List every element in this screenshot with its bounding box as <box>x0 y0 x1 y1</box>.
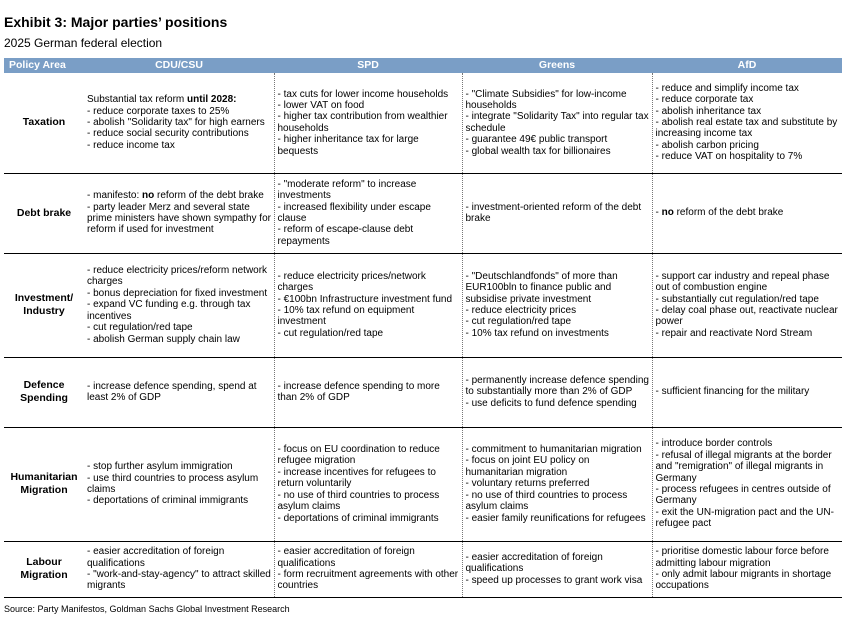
cell-line: - expand VC funding e.g. through tax incentives <box>87 299 251 322</box>
cell-line: - abolish "Solidarity tax" for high earners <box>87 117 265 129</box>
cell-cdu-csu <box>84 173 274 253</box>
cell-afd <box>652 357 842 427</box>
cell-line: - permanently increase defence spending to substantially more than 2% of GDP <box>465 374 649 398</box>
cell-line: - prioritise domestic labour force before admitting labour migration <box>655 546 829 569</box>
header-spd: SPD <box>274 58 462 73</box>
cell-afd <box>652 541 842 597</box>
cell-line: - use deficits to fund defence spending <box>465 397 637 409</box>
cell-line: - higher inheritance tax for large bequests <box>277 134 419 157</box>
cell-line: - cut regulation/red tape <box>277 327 384 339</box>
header-policy-area: Policy Area <box>4 58 84 73</box>
cell-line: - "Climate Subsidies" for low-income households <box>465 88 627 111</box>
cell-line: - guarantee 49€ public transport <box>465 134 608 146</box>
cell-line: - increase defence spending to more than 2% of GDP <box>277 380 440 403</box>
cell-line: - reduce electricity prices/reform network charges <box>87 265 268 288</box>
cell-greens <box>462 73 652 173</box>
cell-line: - form recruitment agreements with other countries <box>277 569 459 592</box>
cell-greens <box>462 173 652 253</box>
cell-line: - process refugees in centres outside of Germany <box>655 484 831 507</box>
policy-area-label: Investment/ Industry <box>4 253 84 357</box>
cell-line: - abolish carbon pricing <box>655 139 759 151</box>
cell-line: - repair and reactivate Nord Stream <box>655 327 813 339</box>
cell-line: - easier accreditation of foreign qualifications <box>87 546 225 569</box>
row-debt-brake <box>4 173 842 253</box>
cell-line: - no use of third countries to process asylum claims <box>465 489 628 513</box>
cell-line: - increase defence spending, spend at least 2% of GDP <box>87 380 257 403</box>
cell-line: - reform of escape-clause debt repayments <box>277 224 414 247</box>
cell-line: - sufficient financing for the military <box>655 386 810 398</box>
cell-line: - focus on EU coordination to reduce refugee migration <box>277 444 440 467</box>
cell-line: - support car industry and repeal phase out of combustion engine <box>655 270 830 294</box>
cell-line: - speed up processes to grant work visa <box>465 574 643 586</box>
cell-line: - tax cuts for lower income households <box>277 88 449 100</box>
cell-line: - 10% tax refund on investments <box>465 327 609 339</box>
cell-line: - reduce electricity prices <box>465 305 577 316</box>
cell-line: - stop further asylum immigration <box>87 461 233 473</box>
cell-line: - only admit labour migrants in shortage occupations <box>655 569 832 592</box>
cell-line: - "Deutschlandfonds" of more than EUR100bln to finance public and subsidise private investment <box>465 270 618 305</box>
cell-line: - increased flexibility under escape clause <box>277 201 431 224</box>
cell-afd <box>652 253 842 357</box>
cell-line: - substantially cut regulation/red tape <box>655 293 819 305</box>
cell-line: - €100bn Infrastructure investment fund <box>277 293 453 305</box>
cell-line: - reduce electricity prices/network charges <box>277 270 426 294</box>
cell-line: - investment-oriented reform of the debt brake <box>465 201 642 224</box>
cell-greens <box>462 427 652 541</box>
cell-spd <box>274 357 462 427</box>
cell-spd <box>274 427 462 541</box>
cell-line: - abolish inheritance tax <box>655 105 762 117</box>
policy-area-label: Labour Migration <box>4 541 84 597</box>
cell-line: Substantial tax reform until 2028: <box>87 94 237 106</box>
cell-line: - cut regulation/red tape <box>87 322 193 334</box>
policy-area-label: Taxation <box>4 73 84 173</box>
cell-line: - reduce VAT on hospitality to 7% <box>655 151 803 163</box>
cell-line: - 10% tax refund on equipment investment <box>277 305 415 328</box>
source-note: Source: Party Manifestos, Goldman Sachs Global Investment Research <box>4 604 290 614</box>
cell-line: - reduce social security contributions <box>87 128 249 140</box>
header-cdu-csu: CDU/CSU <box>84 58 274 73</box>
cell-line: - no reform of the debt brake <box>655 207 784 219</box>
cell-spd <box>274 173 462 253</box>
row-humanitarian-migration <box>4 427 842 541</box>
cell-line: - commitment to humanitarian migration <box>465 444 642 456</box>
cell-line: - global wealth tax for billionaires <box>465 145 611 157</box>
header-afd: AfD <box>652 58 842 73</box>
cell-greens <box>462 541 652 597</box>
cell-line: - introduce border controls <box>655 438 773 450</box>
cell-afd <box>652 427 842 541</box>
row-taxation <box>4 73 842 173</box>
cell-line: - reduce income tax <box>87 139 175 151</box>
cell-cdu-csu <box>84 541 274 597</box>
cell-line: - party leader Merz and several state prime ministers have shown sympathy for reform if used for investment <box>87 201 271 236</box>
cell-line: - exit the UN-migration pact and the UN-refugee pact <box>655 506 834 530</box>
cell-spd <box>274 253 462 357</box>
cell-line: - higher tax contribution from wealthier households <box>277 111 448 134</box>
row-investment-industry <box>4 253 842 357</box>
cell-line: - easier family reunifications for refugees <box>465 512 646 524</box>
row-defence-spending <box>4 357 842 427</box>
cell-line: - focus on joint EU policy on humanitarian migration <box>465 455 590 478</box>
policy-area-label: Humanitarian Migration <box>4 427 84 541</box>
cell-line: - voluntary returns preferred <box>465 478 590 490</box>
cell-line: - easier accreditation of foreign qualifications <box>277 546 415 569</box>
cell-line: - increase incentives for refugees to return voluntarily <box>277 466 436 490</box>
exhibit-title: Exhibit 3: Major parties’ positions <box>4 14 228 30</box>
cell-line: - integrate "Solidarity Tax" into regular tax schedule <box>465 111 649 134</box>
cell-spd <box>274 73 462 173</box>
cell-greens <box>462 253 652 357</box>
cell-cdu-csu <box>84 73 274 173</box>
cell-line: - refusal of illegal migrants at the border and "remigration" of illegal migrants in Germany <box>655 449 832 484</box>
cell-line: - deportations of criminal immigrants <box>277 512 439 524</box>
cell-line: - lower VAT on food <box>277 99 365 111</box>
cell-greens <box>462 357 652 427</box>
row-labour-migration <box>4 541 842 597</box>
cell-line: - cut regulation/red tape <box>465 316 572 328</box>
cell-line: - abolish real estate tax and substitute by increasing income tax <box>655 117 838 140</box>
cell-line: - manifesto: no reform of the debt brake <box>87 190 264 202</box>
header-greens: Greens <box>462 58 652 73</box>
cell-afd <box>652 173 842 253</box>
cell-cdu-csu <box>84 427 274 541</box>
positions-table <box>4 58 842 598</box>
cell-line: - abolish German supply chain law <box>87 333 240 345</box>
header-row <box>4 58 842 73</box>
cell-cdu-csu <box>84 253 274 357</box>
cell-line: - reduce and simplify income tax <box>655 82 799 94</box>
cell-line: - bonus depreciation for fixed investment <box>87 287 268 299</box>
exhibit-subtitle: 2025 German federal election <box>4 36 163 50</box>
cell-line: - easier accreditation of foreign qualifications <box>465 551 603 575</box>
policy-area-label: Debt brake <box>4 173 84 253</box>
cell-line: - use third countries to process asylum claims <box>87 472 259 495</box>
cell-line: - reduce corporate tax <box>655 94 754 106</box>
cell-line: - reduce corporate taxes to 25% <box>87 105 230 117</box>
cell-line: - "work-and-stay-agency" to attract skilled migrants <box>87 569 271 592</box>
policy-area-label: Defence Spending <box>4 357 84 427</box>
cell-spd <box>274 541 462 597</box>
cell-line: - no use of third countries to process asylum claims <box>277 489 440 513</box>
cell-line: - "moderate reform" to increase investments <box>277 178 417 202</box>
cell-line: - deportations of criminal immigrants <box>87 495 249 507</box>
cell-cdu-csu <box>84 357 274 427</box>
cell-afd <box>652 73 842 173</box>
cell-line: - delay coal phase out, reactivate nuclear power <box>655 305 838 328</box>
